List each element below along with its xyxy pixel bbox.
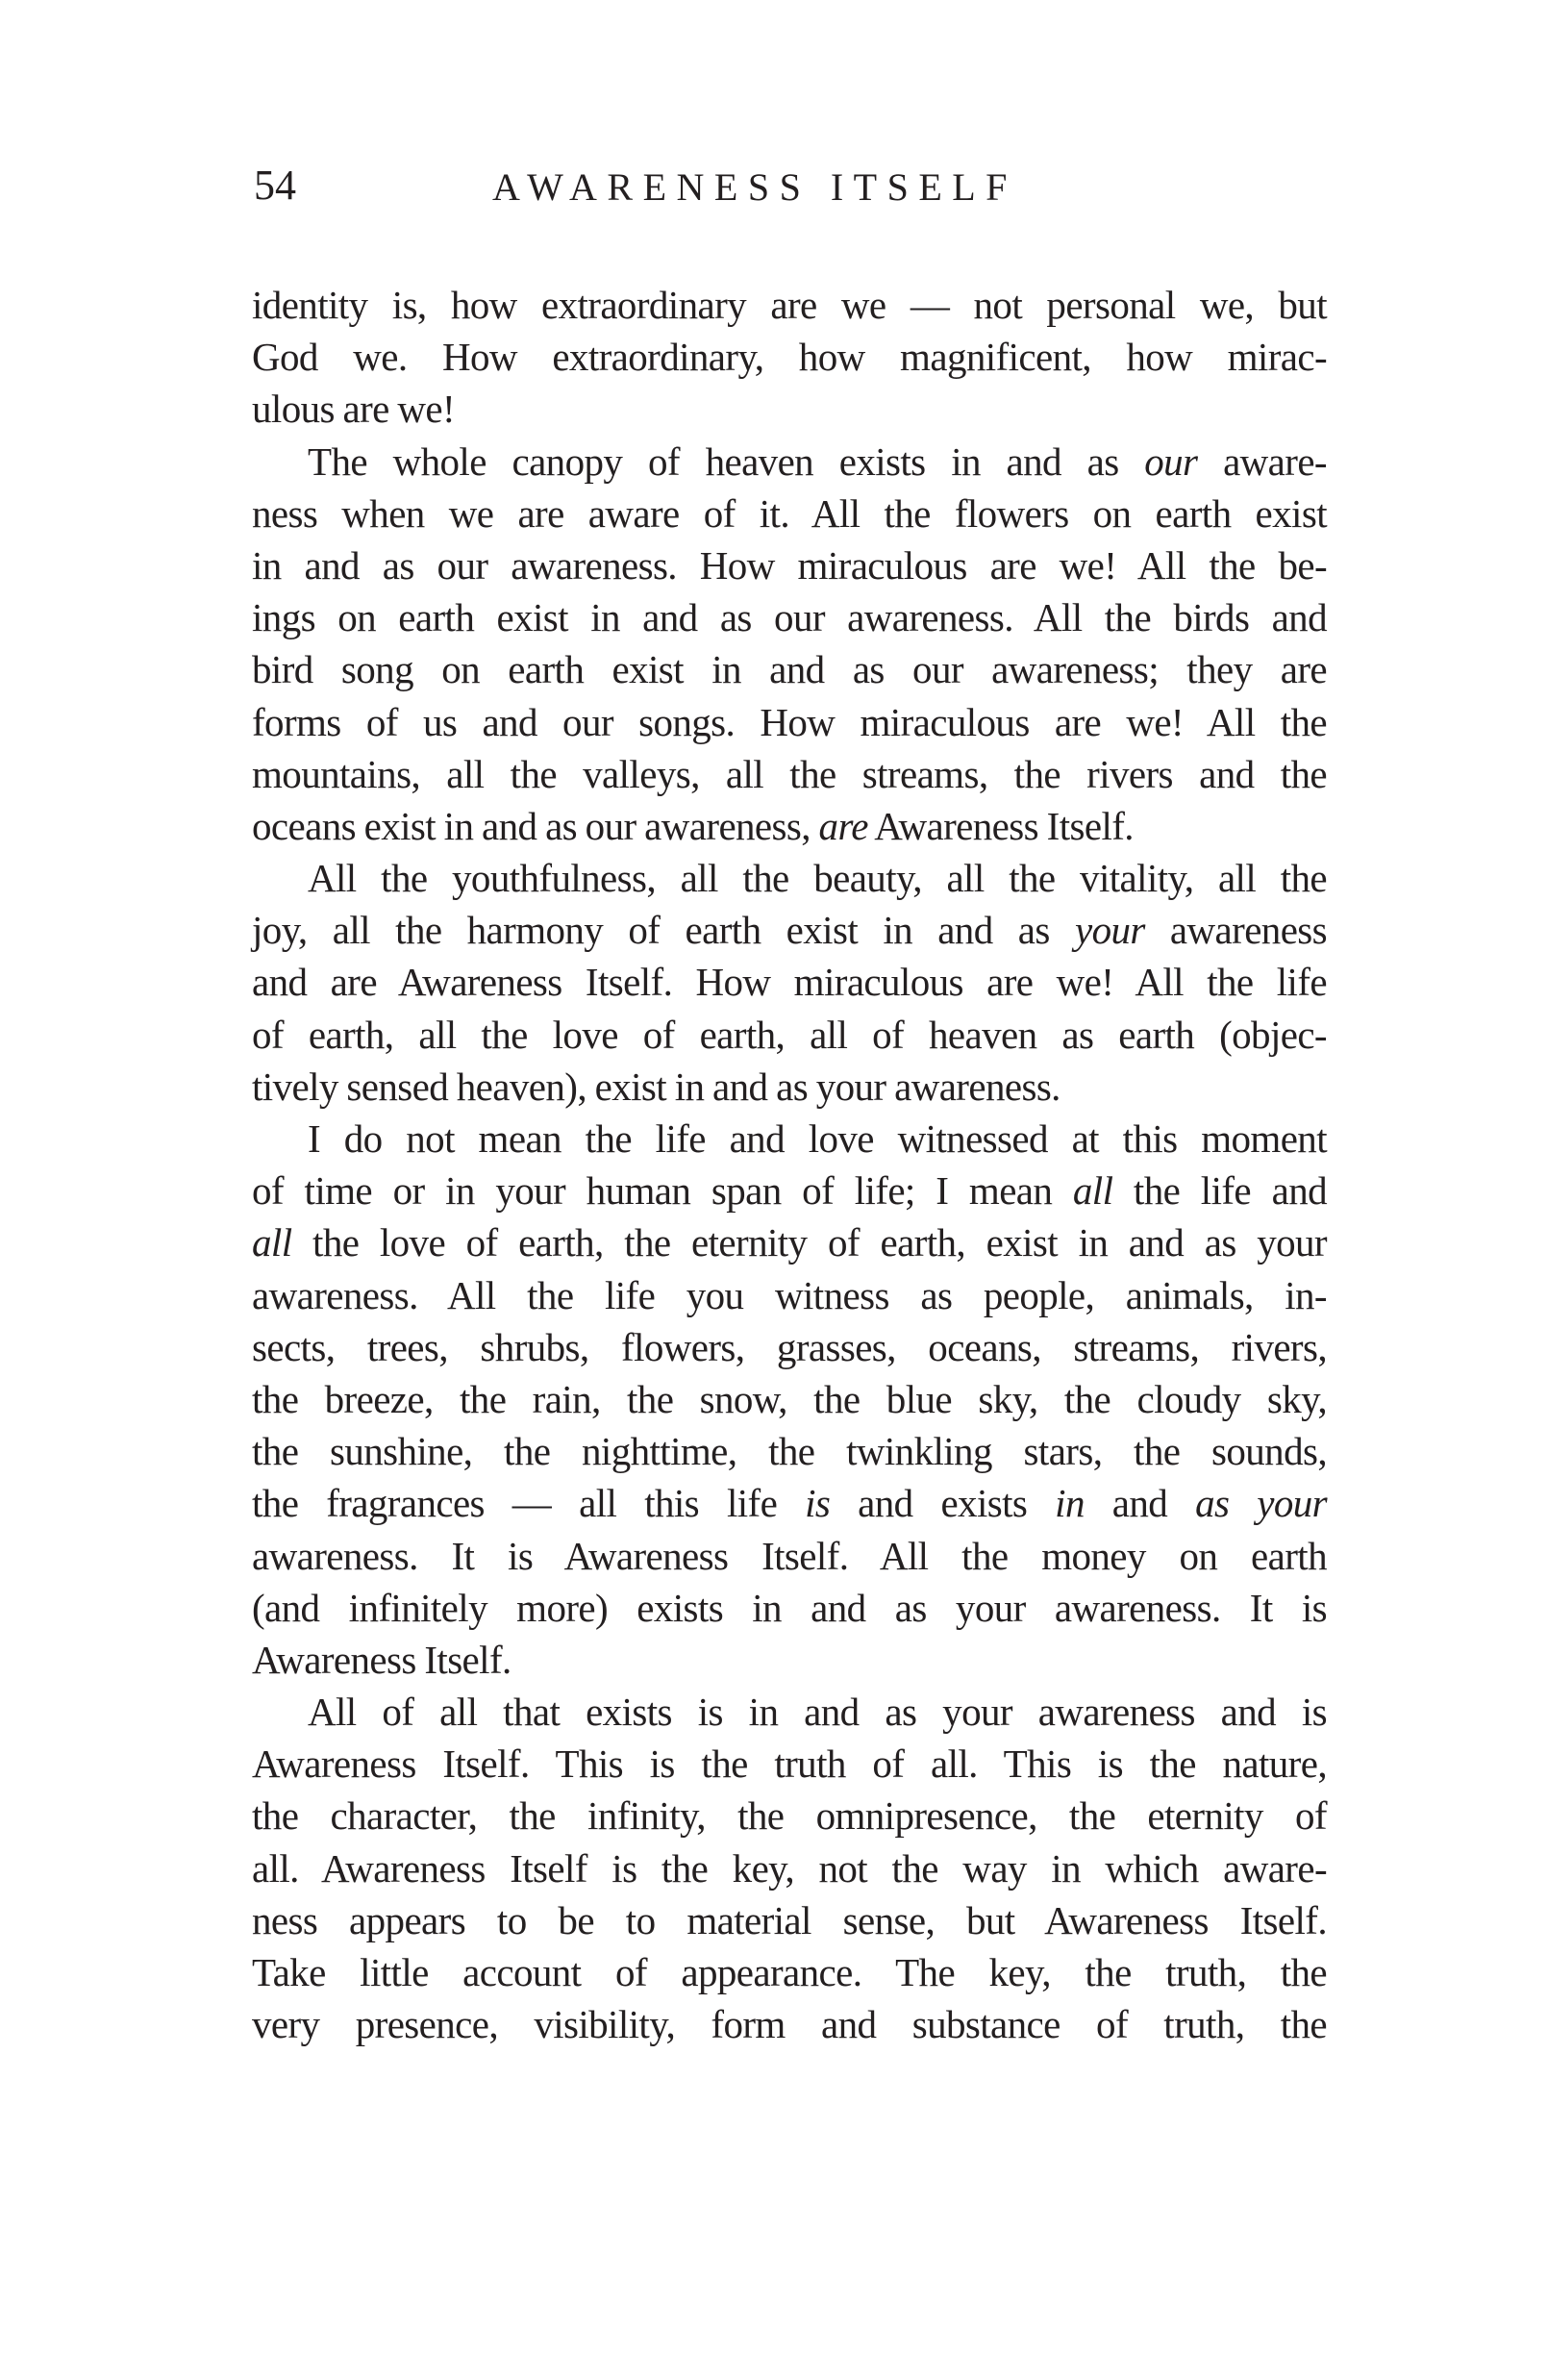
- text-run: very presence, visibility, form and substance of truth, the: [252, 2002, 1327, 2047]
- text-line: [252, 1530, 1327, 1582]
- text-line: [252, 1321, 1327, 1373]
- text-line: [252, 1998, 1327, 2050]
- running-title: AWARENESS ITSELF: [492, 165, 1017, 209]
- text-run: ulous are we!: [252, 387, 456, 432]
- text-run: awareness. All the life you witness as people, animals, in-: [252, 1272, 1327, 1317]
- text-run: of earth, all the love of earth, all of heaven as earth (objec-: [252, 1012, 1327, 1057]
- text-line: [252, 956, 1327, 1008]
- italic-emphasis: are: [818, 803, 868, 848]
- text-line: [252, 1113, 1327, 1165]
- text-run: the sunshine, the nighttime, the twinkling stars, the sounds,: [252, 1429, 1327, 1474]
- text-line: [252, 1894, 1327, 1946]
- running-head: [252, 162, 1329, 210]
- text-line: [252, 436, 1327, 488]
- text-line: [252, 1686, 1327, 1738]
- paragraph: [252, 1686, 1327, 2050]
- text-run: awareness: [1144, 908, 1327, 953]
- italic-emphasis: is: [805, 1481, 831, 1526]
- text-run: and are Awareness Itself. How miraculous are we! All the life: [252, 960, 1327, 1005]
- text-run: bird song on earth exist in and as our awareness; they are: [252, 647, 1327, 692]
- text-run: Awareness Itself.: [867, 803, 1134, 848]
- text-line: [252, 1425, 1327, 1477]
- text-line: [252, 904, 1327, 956]
- text-line: [252, 1790, 1327, 1841]
- text-line: [252, 279, 1327, 331]
- text-line: [252, 383, 1327, 435]
- italic-emphasis: all: [252, 1220, 292, 1265]
- text-line: [252, 748, 1327, 800]
- text-line: [252, 331, 1327, 383]
- paragraph: [252, 436, 1327, 853]
- text-line: [252, 1477, 1327, 1529]
- text-run: Awareness Itself.: [252, 1637, 512, 1682]
- italic-emphasis: all: [1072, 1168, 1113, 1214]
- text-line: [252, 1216, 1327, 1268]
- paragraph: [252, 852, 1327, 1113]
- text-run: All of all that exists is in and as your awareness and is: [308, 1690, 1327, 1735]
- text-run: ness when we are aware of it. All the flowers on earth exist: [252, 490, 1327, 536]
- text-line: [252, 539, 1327, 591]
- text-run: (and infinitely more) exists in and as your awareness. It is: [252, 1585, 1327, 1630]
- text-run: the character, the infinity, the omnipresence, the eternity of: [252, 1793, 1327, 1839]
- text-line: [252, 1009, 1327, 1061]
- italic-emphasis: as your: [1195, 1481, 1328, 1526]
- text-line: [252, 1842, 1327, 1894]
- body-text: [252, 279, 1327, 2050]
- text-line: [252, 800, 1327, 852]
- text-run: The whole canopy of heaven exists in and as: [308, 438, 1145, 484]
- text-run: and exists: [830, 1481, 1056, 1526]
- text-run: mountains, all the valleys, all the streams, the rivers and the: [252, 751, 1327, 796]
- text-line: [252, 696, 1327, 748]
- text-line: [252, 488, 1327, 539]
- text-run: Take little account of appearance. The key, the truth, the: [252, 1950, 1327, 1994]
- text-line: [252, 643, 1327, 695]
- text-run: ings on earth exist in and as our awareness. All the birds and: [252, 595, 1327, 640]
- text-line: [252, 1634, 1327, 1686]
- text-line: [252, 1269, 1327, 1321]
- text-run: and: [1084, 1481, 1196, 1526]
- text-line: [252, 591, 1327, 643]
- text-run: forms of us and our songs. How miraculous are we! All the: [252, 699, 1327, 744]
- text-run: all. Awareness Itself is the key, not the way in which aware-: [252, 1845, 1327, 1891]
- text-run: awareness. It is Awareness Itself. All the money on earth: [252, 1533, 1327, 1578]
- text-run: identity is, how extraordinary are we — not personal we, but: [252, 283, 1327, 327]
- paragraph: [252, 1113, 1327, 1686]
- text-line: [252, 1738, 1327, 1790]
- italic-emphasis: in: [1055, 1481, 1085, 1526]
- text-run: of time or in your human span of life; I mean: [252, 1168, 1073, 1214]
- text-line: [252, 1946, 1327, 1998]
- text-run: God we. How extraordinary, how magnificent, how mirac-: [252, 335, 1327, 380]
- text-run: the breeze, the rain, the snow, the blue sky, the cloudy sky,: [252, 1376, 1327, 1421]
- text-line: [252, 1061, 1327, 1113]
- text-run: I do not mean the life and love witnessed at this moment: [308, 1116, 1327, 1161]
- text-run: the fragrances — all this life: [252, 1481, 806, 1526]
- text-run: tively sensed heaven), exist in and as your awareness.: [252, 1064, 1060, 1109]
- text-line: [252, 1373, 1327, 1425]
- italic-emphasis: your: [1074, 908, 1145, 953]
- text-run: oceans exist in and as our awareness,: [252, 803, 819, 848]
- text-run: Awareness Itself. This is the truth of all. This is the nature,: [252, 1741, 1327, 1787]
- text-run: the love of earth, the eternity of earth, exist in and as your: [291, 1220, 1327, 1265]
- paragraph: [252, 279, 1327, 436]
- text-run: ness appears to be to material sense, but Awareness Itself.: [252, 1897, 1327, 1942]
- text-run: All the youthfulness, all the beauty, all the vitality, all the: [308, 856, 1327, 901]
- page-number: 54: [254, 162, 296, 209]
- text-run: joy, all the harmony of earth exist in and as: [252, 908, 1075, 953]
- text-run: in and as our awareness. How miraculous are we! All the be-: [252, 542, 1327, 588]
- text-run: sects, trees, shrubs, flowers, grasses, oceans, streams, rivers,: [252, 1324, 1327, 1369]
- text-line: [252, 1582, 1327, 1634]
- text-line: [252, 852, 1327, 904]
- text-run: the life and: [1112, 1168, 1327, 1214]
- text-run: aware-: [1197, 438, 1327, 484]
- italic-emphasis: our: [1144, 438, 1198, 484]
- text-line: [252, 1165, 1327, 1216]
